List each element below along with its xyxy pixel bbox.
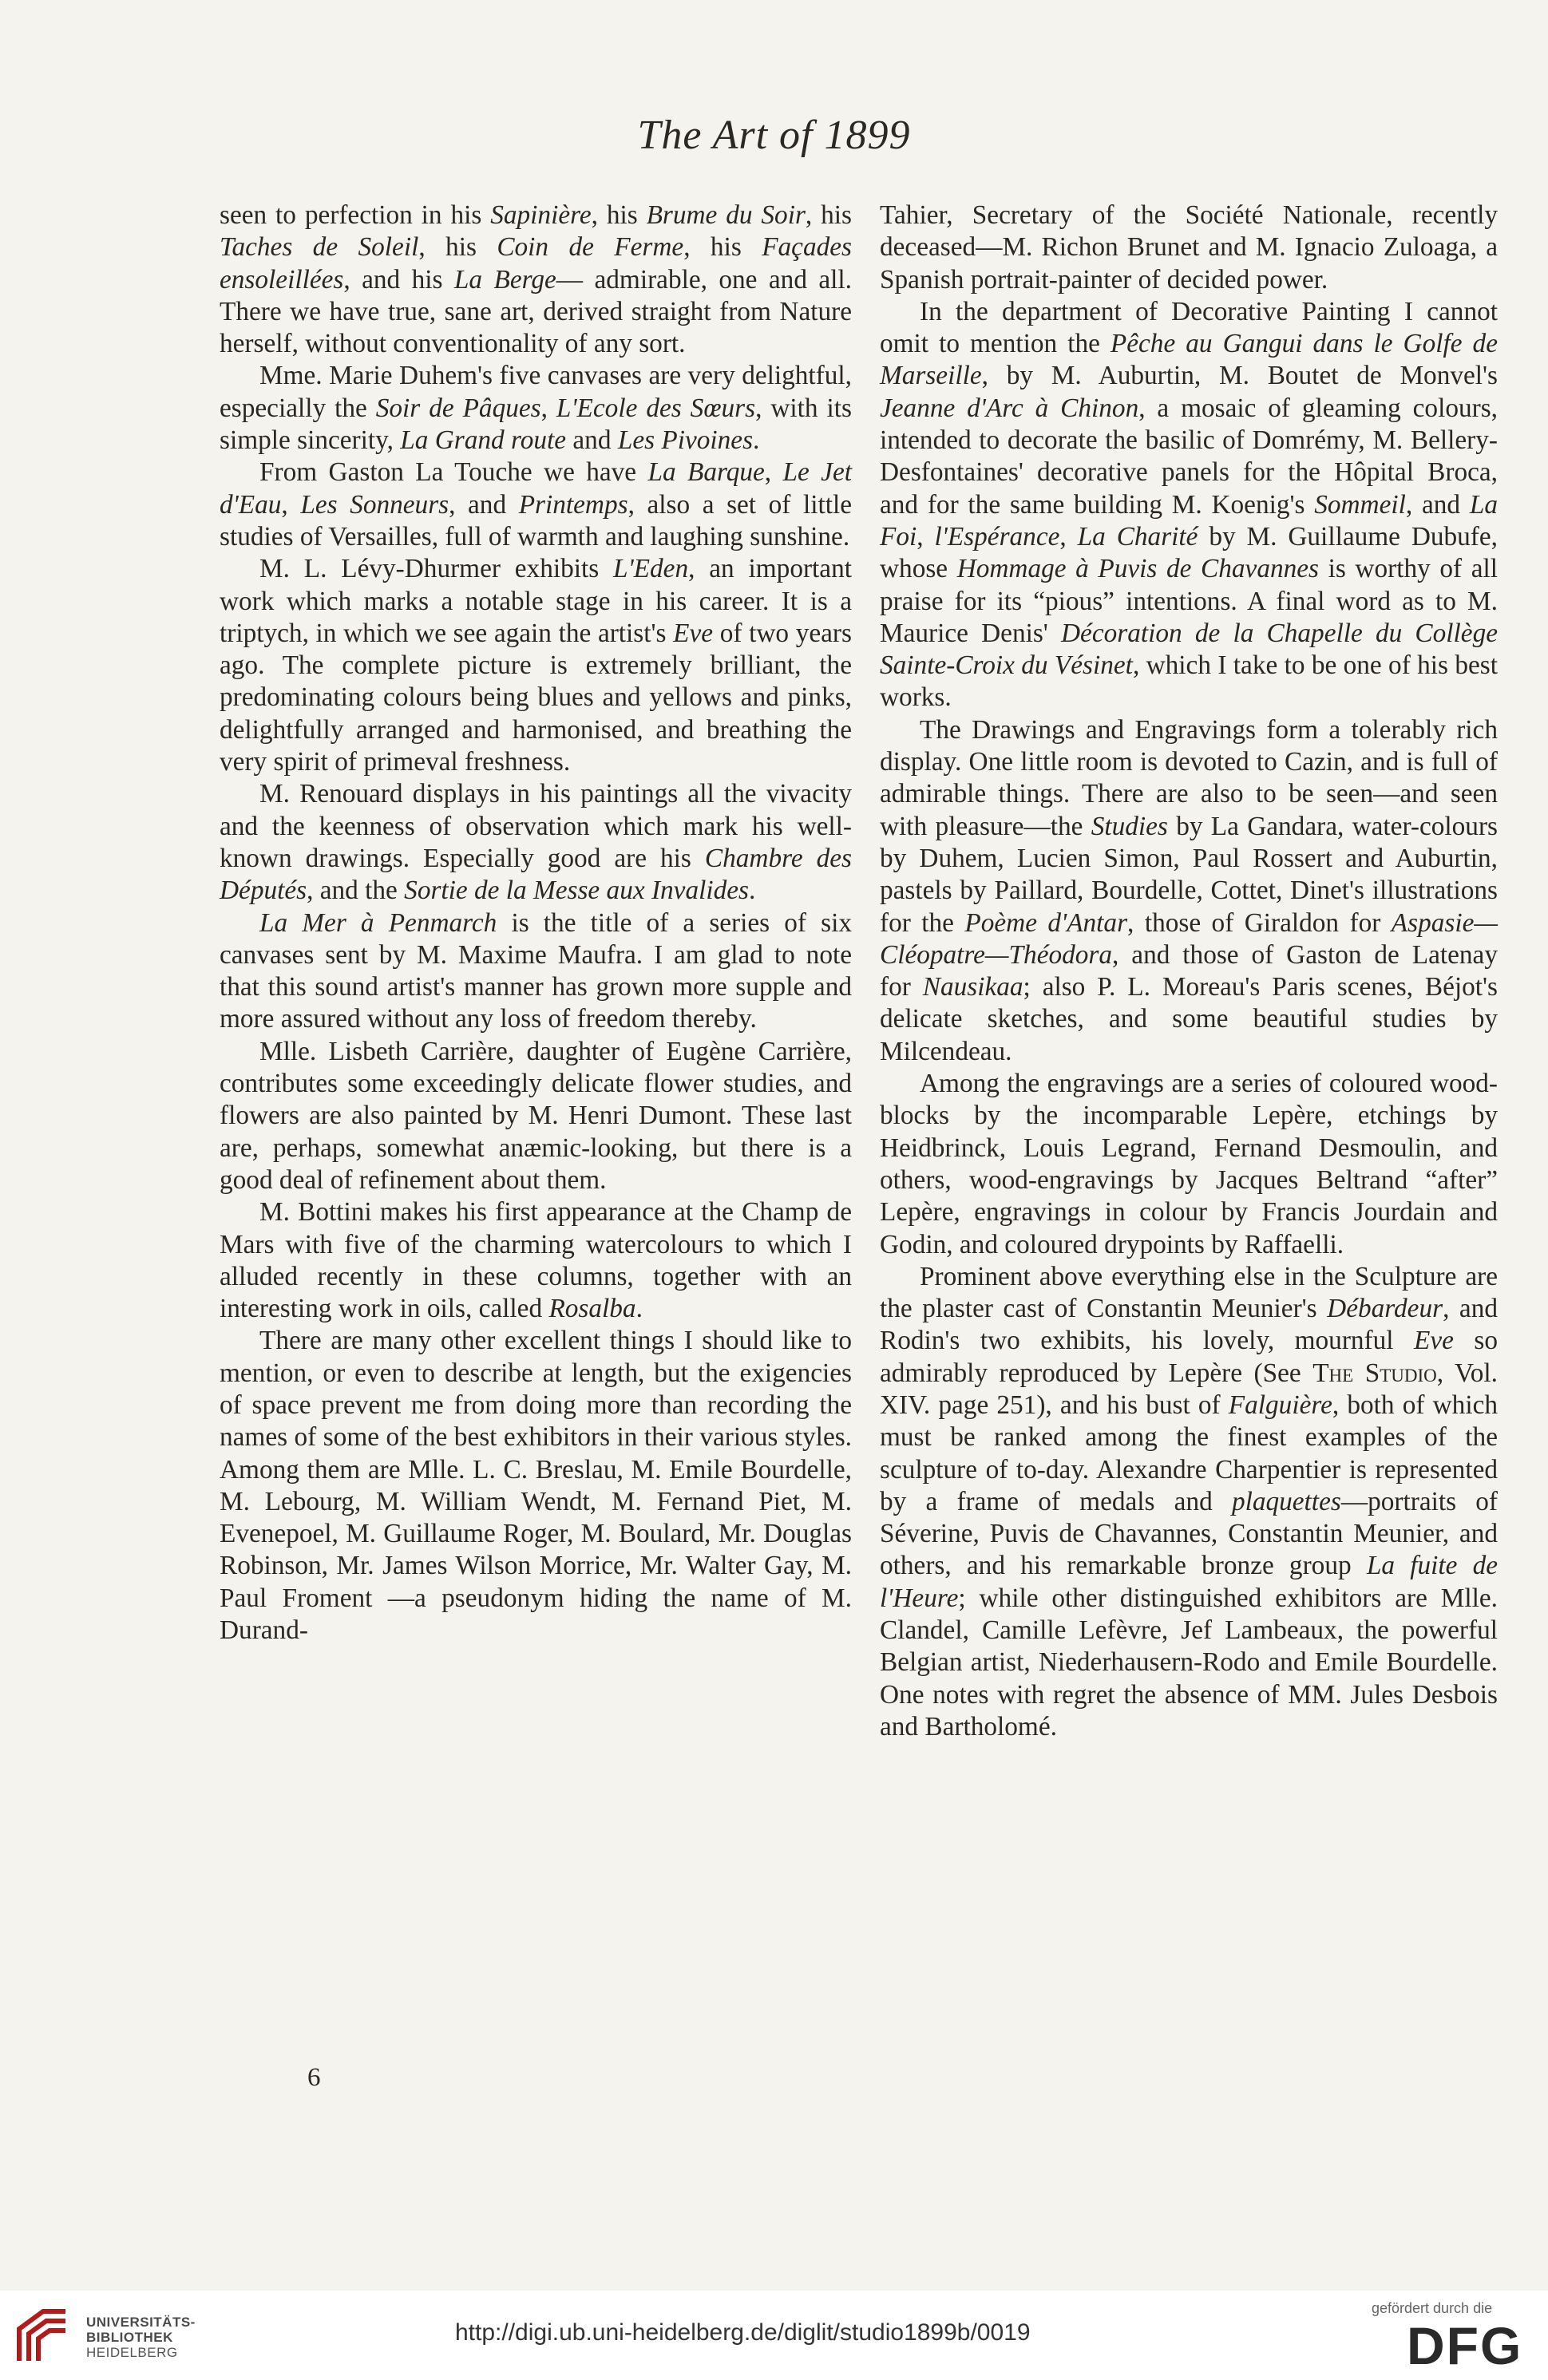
left-column-paragraph: Mme. Marie Duhem's five canvases are very delightful, especially the Soir de Pâques, L'Ecole des Sœurs, with its simple sincerity, La Grand route and Les Pivoines. [220,361,853,456]
library-name-line-2: BIBLIOTHEK [86,2330,173,2345]
left-column-paragraph: Mlle. Lisbeth Carrière, daughter of Eugène Carrière, contributes some exceedingly delicate flower studies, and flowers are also painted by M. Henri Dumont. These last are, perhaps, somewhat anæmic-looking, but there is a good deal of refinement about them. [220,1036,852,1195]
library-name [86,2315,196,2360]
dfg-logo: DFG [1407,2316,1523,2375]
right-column-paragraph: Tahier, Secretary of the Société Nationale, recently deceased—M. Richon Brunet and M. Ignacio Zuloaga, a Spanish portrait-painter of decided power. [880,200,1498,295]
running-head: The Art of 1899 [637,113,911,158]
left-column-paragraph: M. Bottini makes his first appearance at the Champ de Mars with five of the charming watercolours to which I alluded recently in these columns, together with an interesting work in oils, called Rosalba. [220,1197,852,1324]
left-column-paragraph: seen to perfection in his Sapinière, his Brume du Soir, his Taches de Soleil, his Coin de Ferme, his Façades ensoleillées, and his La Berge— admirable, one and all. There we have true, sane art, derived straight from Nature herself, without conventionality of any sort. [220,200,853,359]
source-url-link[interactable]: http://digi.ub.uni-heidelberg.de/diglit/studio1899b/0019 [455,2319,1031,2346]
right-column-paragraph: Prominent above everything else in the Sculpture are the plaster cast of Constantin Meunier's Débardeur, and Rodin's two exhibits, his lovely, mournful Eve so admirably reproduced by Lepère (See The Studio, Vol. XIV. page 251), and his bust of Falguière, both of which must be ranked among the finest examples of the sculpture of to-day. Alexandre Charpentier is represented by a frame of medals and plaquettes—portraits of Séverine, Puvis de Chavannes, Constantin Meunier, and others, and his remarkable bronze group La fuite de l'Heure; while other distinguished exhibitors are Mlle. Clandel, Camille Lefèvre, Jef Lambeaux, the powerful Belgian artist, Niederhausern-Rodo and Emile Bourdelle. One notes with regret the absence of MM. Jules Desbois and Bartholomé. [880,1261,1498,1742]
university-library-logo [11,2305,73,2367]
left-text-column [220,200,852,1647]
right-column-paragraph: In the department of Decorative Painting I cannot omit to mention the Pêche au Gangui dans le Golfe de Marseille, by M. Auburtin, M. Boutet de Monvel's Jeanne d'Arc à Chinon, a mosaic of gleaming colours, intended to decorate the basilic of Domrémy, M. Bellery-Desfontaines' decorative panels for the Hôpital Broca, and for the same building M. Koenig's Sommeil, and La Foi, l'Espérance, La Charité by M. Guillaume Dubufe, whose Hommage à Puvis de Chavannes is worthy of all praise for its “pious” intentions. A final word as to M. Maurice Denis' Décoration de la Chapelle du Collège Sainte-Croix du Vésinet, which I take to be one of his best works. [880,296,1498,713]
right-column-paragraph: The Drawings and Engravings form a tolerably rich display. One little room is devoted to Cazin, and is full of admirable things. There are also to be seen—and seen with pleasure—the Studies by La Gandara, water-colours by Duhem, Lucien Simon, Paul Rossert and Auburtin, pastels by Paillard, Bourdelle, Cottet, Dinet's illustrations for the Poème d'Antar, those of Giraldon for Aspasie—Cléopatre—Théodora, and those of Gaston de Latenay for Nausikaa; also P. L. Moreau's Paris scenes, Béjot's delicate sketches, and some beautiful studies by Milcendeau. [880,714,1498,1066]
funding-note: gefördert durch die [1372,2300,1493,2316]
page-number: 6 [307,2063,321,2092]
digitization-footer [0,2291,1548,2380]
library-name-line-1: UNIVERSITÄTS- [86,2315,196,2330]
library-name-line-3: HEIDELBERG [86,2345,178,2360]
right-column-paragraph: Among the engravings are a series of coloured wood-blocks by the incomparable Lepère, etchings by Heidbrinck, Louis Legrand, Fernand Desmoulin, and others, wood-engravings by Jacques Beltrand “after” Lepère, engravings in colour by Francis Jourdain and Godin, and coloured drypoints by Raffaelli. [880,1069,1498,1259]
left-column-paragraph: M. L. Lévy-Dhurmer exhibits L'Eden, an important work which marks a notable stage in his career. It is a triptych, in which we see again the artist's Eve of two years ago. The complete picture is extremely brilliant, the predominating colours being blues and yellows and pinks, delightfully arranged and harmonised, and breathing the very spirit of primeval freshness. [220,554,852,777]
right-text-column [880,200,1498,1743]
left-column-paragraph: From Gaston La Touche we have La Barque, Le Jet d'Eau, Les Sonneurs, and Printemps, also a set of little studies of Versailles, full of warmth and laughing sunshine. [220,457,852,552]
left-column-paragraph: M. Renouard displays in his paintings all the vivacity and the keenness of observation which mark his well-known drawings. Especially good are his Chambre des Députés, and the Sortie de la Messe aux Invalides. [220,779,852,906]
left-column-paragraph: La Mer à Penmarch is the title of a series of six canvases sent by M. Maxime Maufra. I am glad to note that this sound artist's manner has grown more supple and more assured without any loss of freedom thereby. [220,907,852,1034]
left-column-paragraph: There are many other excellent things I should like to mention, or even to describe at length, but the exigencies of space prevent me from doing more than recording the names of some of the best exhibitors in their various styles. Among them are Mlle. L. C. Breslau, M. Emile Bourdelle, M. Lebourg, M. William Wendt, M. Fernand Piet, M. Evenepoel, M. Guillaume Roger, M. Boulard, Mr. Douglas Robinson, Mr. James Wilson Morrice, Mr. Walter Gay, M. Paul Froment —a pseudonym hiding the name of M. Durand- [220,1326,852,1646]
